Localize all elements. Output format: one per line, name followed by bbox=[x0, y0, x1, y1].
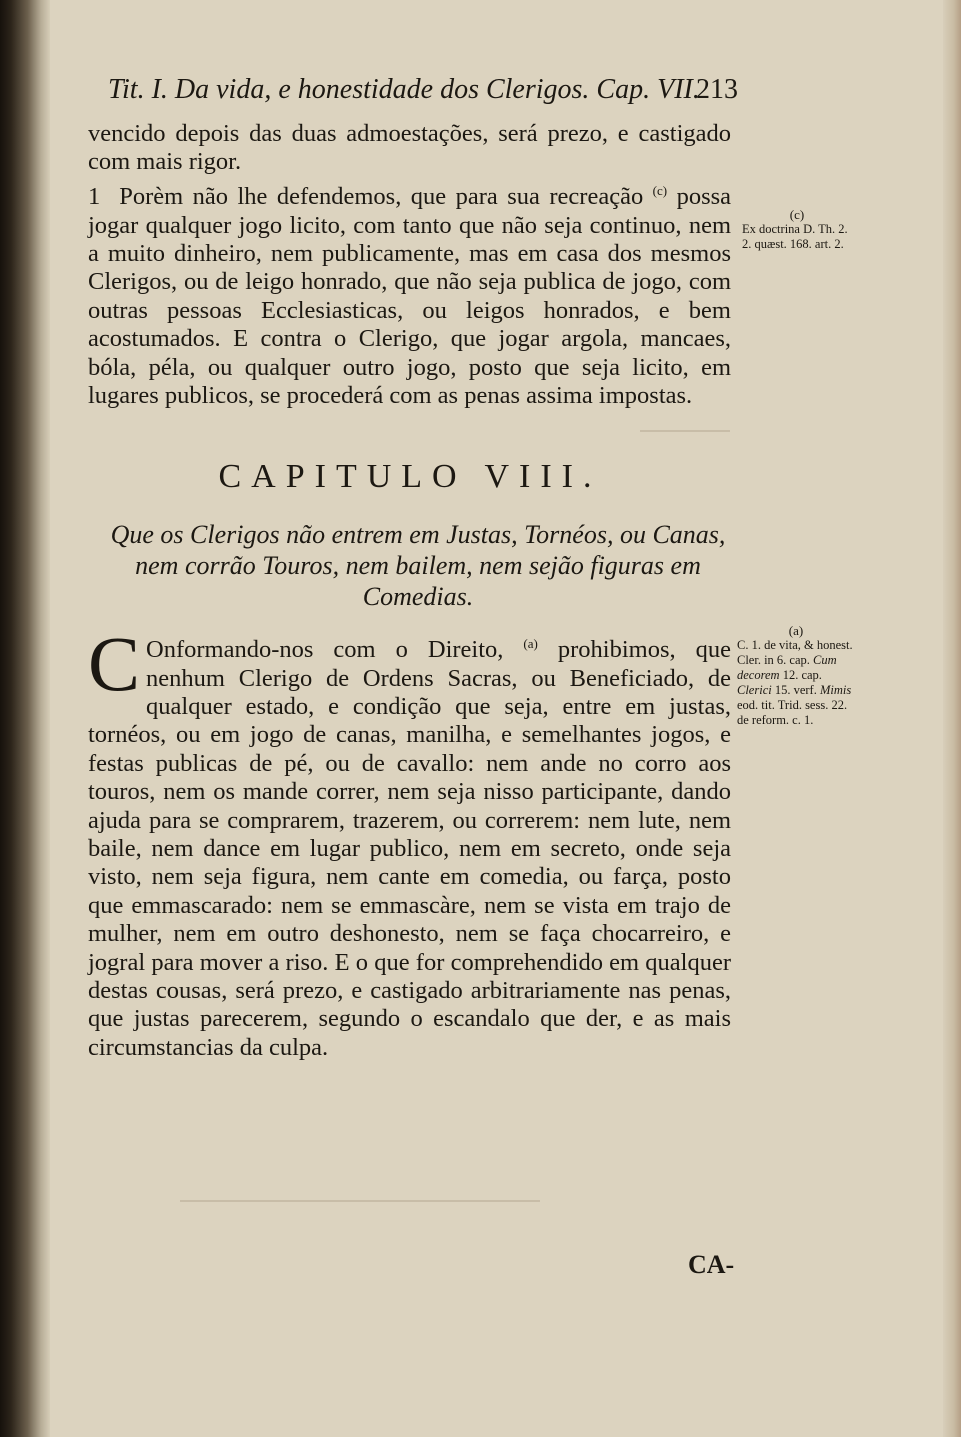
footnote-marker-a: (a) bbox=[523, 636, 538, 651]
margin-note-label: (a) bbox=[788, 623, 804, 638]
margin-note-citation: Mimis bbox=[819, 683, 852, 697]
paragraph-text: Porèm não lhe defendemos, que para sua recreação bbox=[119, 183, 644, 211]
paragraph-chapter-8 bbox=[88, 620, 731, 1062]
running-title: Tit. I. Da vida, e honestidade dos Clerigos. Cap. VII. bbox=[108, 74, 700, 105]
chapter-title: CAPITULO VIII. bbox=[218, 458, 602, 495]
catchword: CA- bbox=[688, 1250, 735, 1279]
margin-note-text: 15. verf. bbox=[774, 683, 817, 697]
paragraph-text: possa jogar qualquer jogo licito, com tanto que não seja continuo, nem a muito dinheiro, nem publicamente, mas em casa dos mesmos Clerigos, ou de leigo honrado, que não seja publica de jogo, com outras pessoas Ecclesiasticas, ou leigos honrados, e bem acostumados. E contra o Clerigo, que jogar argola, mancaes, bóla, péla, ou qualquer outro jogo, posto que seja licito, em lugares publicos, se procederá com as penas assima impostas. bbox=[88, 183, 732, 409]
margin-note-label: (c) bbox=[789, 207, 805, 222]
margin-note-text: eod. tit. Trid. sess. 22. de reform. c. 1. bbox=[737, 698, 848, 727]
margin-note-text: C. 1. de vita, & honest. Cler. in 6. cap. bbox=[737, 638, 853, 667]
paragraph-number: 1 bbox=[88, 183, 101, 211]
margin-note-text: Ex doctrina D. Th. 2. 2. quæst. 168. art. 2. bbox=[742, 222, 848, 251]
margin-note-text: 12. cap. bbox=[782, 668, 822, 682]
bleed-through-mark bbox=[180, 1200, 540, 1202]
page-gutter-shadow bbox=[0, 0, 50, 1437]
paragraph-continued: vencido depois das duas admoestações, será prezo, e castigado com mais rigor. bbox=[88, 120, 731, 176]
page-number: 213 bbox=[696, 74, 738, 105]
running-header bbox=[108, 74, 738, 106]
page-edge bbox=[943, 0, 961, 1437]
drop-capital: C bbox=[88, 620, 141, 707]
margin-note-c bbox=[742, 207, 852, 252]
margin-note-citation: Cum decorem bbox=[737, 653, 837, 682]
paragraph-text: prohibimos, que nenhum Clerigo de Ordens Sacras, ou Beneficiado, de qualquer estado, e condição que seja, entre em justas, tornéos, ou em jogo de canas, manilha, e semelhantes jogos, e festas publicas de pé, ou de cavallo: nem ande no corro aos touros, nem os mande correr, nem seja nisso participante, dando ajuda para se comprarem, trazerem, ou correrem: nem lute, nem baile, nem dance em lugar publico, nem em secreto, onde seja visto, nem seja figura, nem cante em comedia, ou farça, posto que emmascarado: nem se emmascàre, nem se vista em trajo de mulher, nem em outro deshonesto, nem se faça chocarreiro, e jogral para mover a riso. E o que for comprehendido em qualquer destas cousas, será prezo, e castigado arbitrariamente nas penas, que justas parecerem, segundo o escandalo que der, e as mais circumstancias da culpa. bbox=[88, 636, 731, 1061]
paragraph-text: Onformando-nos com o Direito, bbox=[146, 636, 504, 664]
footnote-marker-c: (c) bbox=[652, 183, 668, 198]
paragraph-1 bbox=[88, 177, 731, 410]
chapter-subtitle: Que os Clerigos não entrem em Justas, Tornéos, ou Canas, nem corrão Touros, nem bailem, nem sejão figuras em Comedias. bbox=[110, 520, 726, 611]
margin-note-a bbox=[737, 623, 855, 728]
bleed-through-mark bbox=[640, 430, 730, 432]
margin-note-citation: Clerici bbox=[737, 683, 772, 697]
